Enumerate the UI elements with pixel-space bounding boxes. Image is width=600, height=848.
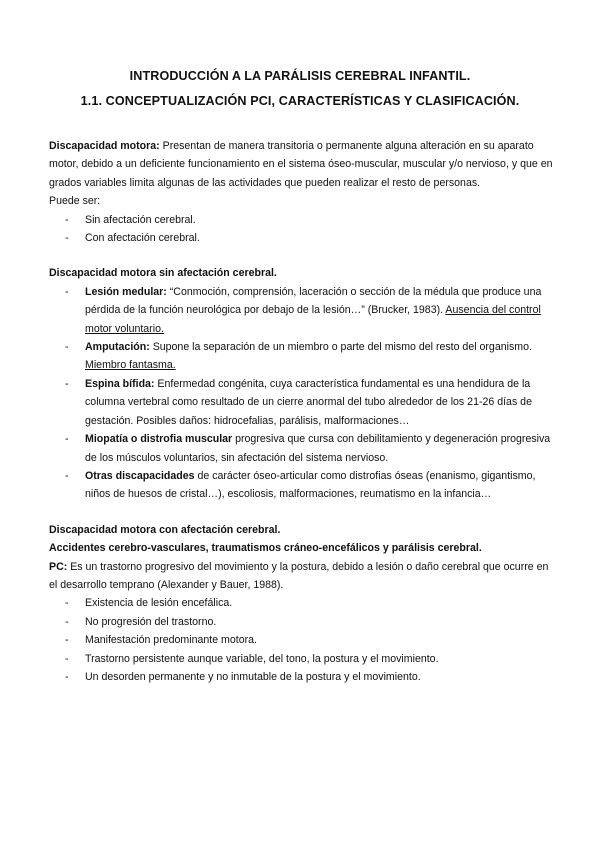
- item-text: “Conmoción, comprensión, laceración o sección de la médula que produce una pérdida de la función neurológica por debajo de la lesión…” (Brucker, 1983).: [85, 285, 542, 317]
- document-title: INTRODUCCIÓN A LA PARÁLISIS CEREBRAL INFANTIL.: [129, 69, 471, 83]
- intro-term: Discapacidad motora:: [49, 140, 160, 152]
- item-term: Miopatía o distrofia muscular: [85, 433, 233, 446]
- types-list: [49, 211, 554, 248]
- list-item: [49, 283, 554, 338]
- intro-text: Presentan de manera transitoria o permanente alguna alteración en su aparato motor, debido a un deficiente funcionamiento en el sistema óseo-muscular, muscular y/o nervioso, y que en grados variables limita algunas de las actividades que pueden realizar el resto de personas.: [49, 140, 553, 189]
- pc-definition: [49, 558, 554, 595]
- list-item: [49, 338, 554, 375]
- section-title: 1.1. CONCEPTUALIZACIÓN PCI, CARACTERÍSTICAS Y CLASIFICACIÓN.: [80, 94, 520, 108]
- item-term: Espina bífida:: [85, 377, 155, 390]
- puede-ser-label: Puede ser:: [49, 195, 101, 208]
- list-item: - Con afectación cerebral.: [49, 229, 554, 247]
- list-item: - Un desorden permanente y no inmutable de la postura y el movimiento.: [49, 668, 554, 686]
- list-item: - No progresión del trastorno.: [49, 613, 554, 631]
- item-term: Amputación:: [85, 341, 150, 354]
- item-text: de carácter óseo-articular como distrofias óseas (enanismo, gigantismo, niños de huesos de cristal…), escoliosis, malformaciones, reumatismo en la infancia…: [85, 469, 536, 501]
- pc-text: Es un trastorno progresivo del movimiento y la postura, debido a lesión o daño cerebral que ocurre en el desarrollo temprano (Alexander y Bauer, 1988).: [49, 560, 549, 591]
- pc-characteristics-list: [49, 594, 554, 686]
- pc-term: PC:: [49, 560, 68, 573]
- list-item: [49, 375, 554, 430]
- list-item: [49, 430, 554, 467]
- list-item: - Trastorno persistente aunque variable, del tono, la postura y el movimiento.: [49, 650, 554, 668]
- intro-paragraph: [49, 137, 554, 192]
- list-item: - Manifestación predominante motora.: [49, 631, 554, 649]
- con-afectacion-subheading: Accidentes cerebro-vasculares, traumatismos cráneo-encefálicos y parálisis cerebral.: [49, 542, 482, 555]
- item-text: progresiva que cursa con debilitamiento y degeneración progresiva de los músculos voluntarios, sin afectación del sistema nervioso.: [85, 433, 551, 464]
- sin-afectacion-heading: Discapacidad motora sin afectación cerebral.: [49, 267, 277, 280]
- item-underlined: Miembro fantasma.: [85, 359, 176, 372]
- item-term: Otras discapacidades: [85, 469, 195, 482]
- list-item: - Existencia de lesión encefálica.: [49, 594, 554, 612]
- list-item: - Sin afectación cerebral.: [49, 211, 554, 229]
- sin-afectacion-list: [49, 283, 554, 504]
- con-afectacion-heading: Discapacidad motora con afectación cerebral.: [49, 523, 281, 536]
- item-text: Enfermedad congénita, cuya característica fundamental es una hendidura de la columna vertebral como resultado de un cierre anormal del tubo alrededor de los 21-26 días de gestación. Posibles daños: hidrocefalias, parálisis, malformaciones…: [85, 377, 532, 427]
- list-item: [49, 467, 554, 504]
- document-body: [49, 137, 554, 686]
- item-text: Supone la separación de un miembro o parte del mismo del resto del organismo.: [149, 341, 532, 354]
- item-underlined: Ausencia del control motor voluntario.: [85, 304, 541, 335]
- item-term: Lesión medular:: [85, 285, 167, 298]
